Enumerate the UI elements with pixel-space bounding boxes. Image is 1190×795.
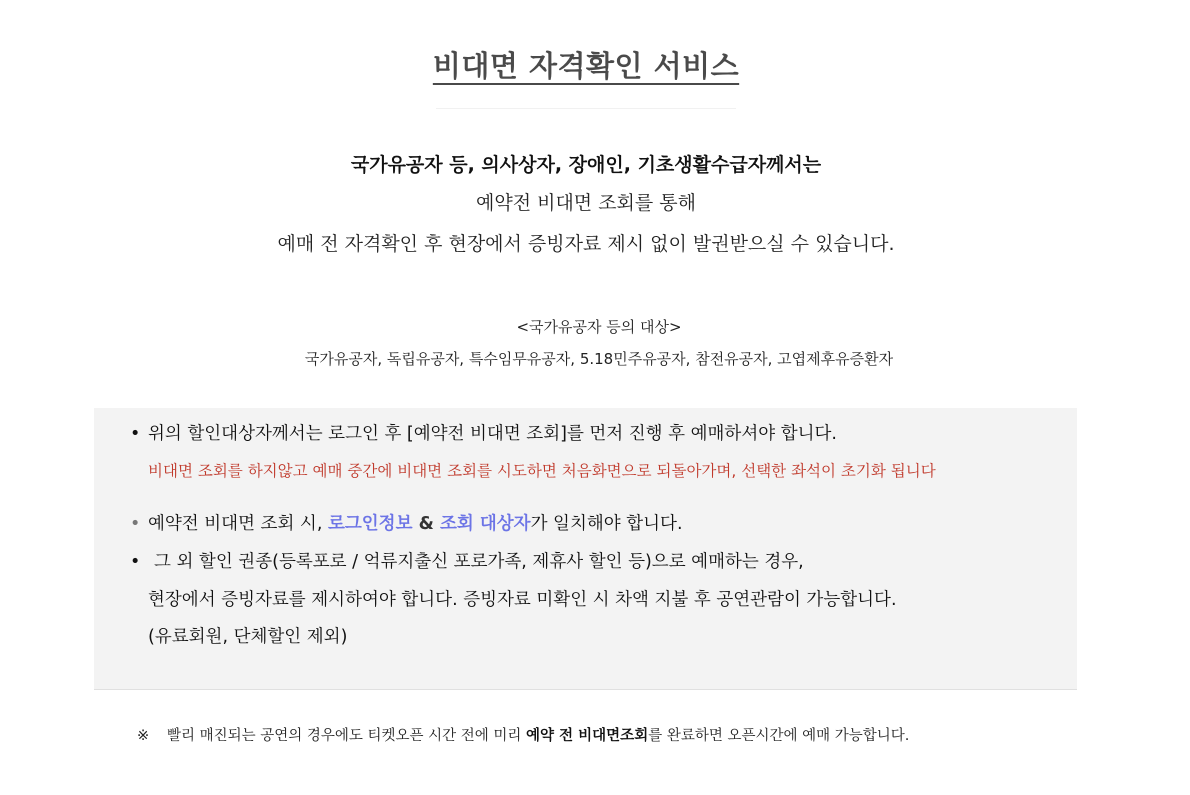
intro-eligible-groups: 국가유공자 등, 의사상자, 장애인, 기초생활수급자께서는 xyxy=(350,154,822,176)
login-info-highlight: 로그인정보 xyxy=(327,514,413,534)
page-title: 비대면 자격확인 서비스 xyxy=(432,49,740,83)
footnote-suffix: 를 완료하면 오픈시간에 예매 가능합니다. xyxy=(648,728,910,744)
notice-warning: 비대면 조회를 하지않고 예매 중간에 비대면 조회를 시도하면 처음화면으로 되돌아가며, 선택한 좌석이 초기화 됩니다 xyxy=(148,462,936,480)
notice-item-other-discounts xyxy=(130,548,804,573)
notice-item-continuation: 현장에서 증빙자료를 제시하여야 합니다. 증빙자료 미확인 시 차액 지불 후 공연관람이 가능합니다. xyxy=(148,590,897,610)
ampersand: & xyxy=(412,514,440,534)
bullet-icon: • xyxy=(130,552,141,572)
notice-item-match-info xyxy=(130,510,683,535)
notice-item-text: 위의 할인대상자께서는 로그인 후 [예약전 비대면 조회]를 먼저 진행 후 예매하셔야 합니다. xyxy=(148,424,837,444)
reference-mark-icon: ※ xyxy=(137,728,150,744)
notice-item-login-first xyxy=(130,420,837,445)
bullet-icon: • xyxy=(130,514,141,534)
notice-item-exclusion: (유료회원, 단체할인 제외) xyxy=(148,627,348,647)
notice-item-prefix: 예약전 비대면 조회 시, xyxy=(148,514,328,534)
target-person-highlight: 조회 대상자 xyxy=(439,514,531,534)
target-heading: <국가유공자 등의 대상> xyxy=(516,318,682,336)
title-divider xyxy=(436,108,736,109)
footnote xyxy=(137,724,909,745)
footnote-prefix: 빨리 매진되는 공연의 경우에도 티켓오픈 시간 전에 미리 xyxy=(167,728,527,744)
intro-benefit: 예매 전 자격확인 후 현장에서 증빙자료 제시 없이 발권받으실 수 있습니다. xyxy=(277,233,895,255)
footnote-bold: 예약 전 비대면조회 xyxy=(526,728,649,744)
bullet-icon: • xyxy=(130,424,141,444)
notice-item-text: 그 외 할인 권종(등록포로 / 억류지출신 포로가족, 제휴사 할인 등)으로 예매하는 경우, xyxy=(154,552,804,572)
target-list: 국가유공자, 독립유공자, 특수임무유공자, 5.18민주유공자, 참전유공자, 고엽제후유증환자 xyxy=(304,350,894,368)
intro-pre-check: 예약전 비대면 조회를 통해 xyxy=(475,192,696,214)
notice-item-suffix: 가 일치해야 합니다. xyxy=(530,514,683,534)
